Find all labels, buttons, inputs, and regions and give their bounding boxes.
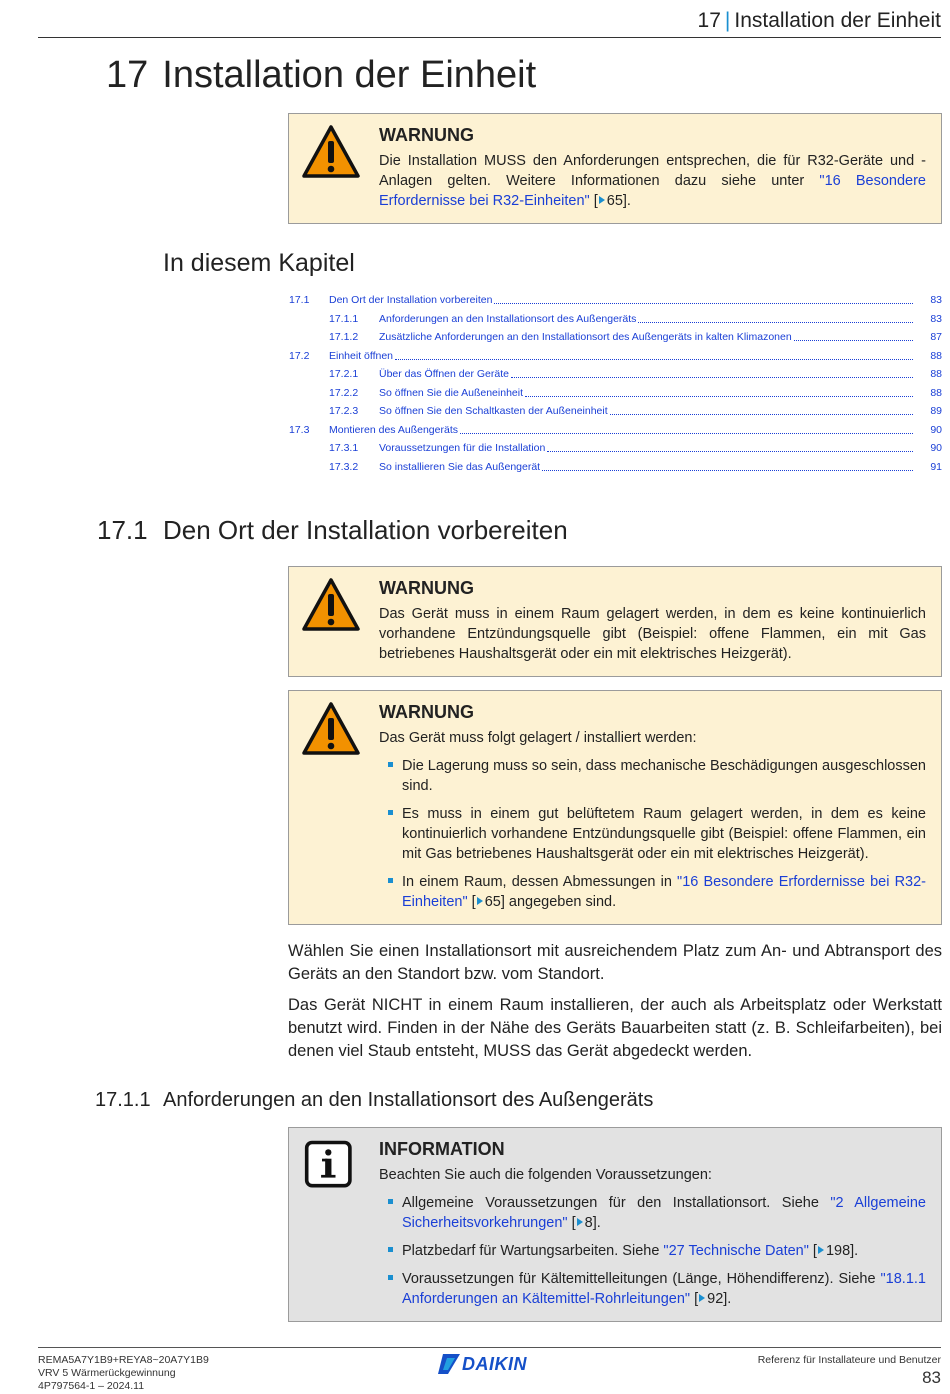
ref-open: [ — [589, 193, 598, 209]
warning-box — [288, 566, 942, 677]
page-reference[interactable]: 8 — [584, 1215, 593, 1231]
warning-triangle-icon — [301, 701, 361, 757]
toc-page: 91 — [930, 460, 942, 473]
toc-title-line — [379, 459, 915, 475]
toc-number: 17.2.2 — [329, 386, 359, 399]
toc-leader-dots — [511, 366, 913, 378]
list-item — [379, 1269, 926, 1309]
footer-reference — [758, 1354, 941, 1388]
warning-intro: Das Gerät muss folgt gelagert / installiert werden: — [379, 730, 697, 746]
ref-open: [ — [467, 894, 476, 910]
toc-page: 83 — [930, 312, 942, 325]
cross-reference-link[interactable]: "2 Allgemeine Sicherheitsvorkehrungen" — [402, 1195, 926, 1231]
toc-leader-dots — [547, 440, 913, 452]
toc-row[interactable] — [289, 311, 942, 330]
warning-title: WARNUNG — [379, 125, 474, 145]
toc-page: 88 — [930, 368, 942, 380]
toc-title-line — [329, 292, 915, 308]
warning-text: Das Gerät muss in einem Raum gelagert werden, in dem es keine kontinuierlich vorhandene Entzündungsquelle gibt (Beispiel: offene Flammen, ein mit Gas betriebenes Haushaltsgerät oder ein mit elektrisches Heizgerät). — [379, 606, 926, 662]
toc-title-line — [379, 385, 915, 401]
footer-rule — [38, 1347, 941, 1348]
toc-leader-dots — [525, 385, 913, 397]
toc-leader-dots — [460, 422, 913, 434]
warning-title: WARNUNG — [379, 702, 474, 722]
toc-title-line — [379, 366, 915, 382]
list-item: Die Lagerung muss so sein, dass mechanische Beschädigungen ausgeschlossen sind. — [379, 756, 926, 796]
footer-product: VRV 5 Wärmerückgewinnung — [38, 1367, 176, 1379]
list-item — [379, 1193, 926, 1233]
toc-page: 90 — [930, 423, 942, 436]
toc-number: 17.1 — [289, 294, 310, 306]
toc-title: So öffnen Sie die Außeneinheit — [379, 386, 524, 399]
list-item-text: In einem Raum, dessen Abmessungen in — [402, 874, 678, 890]
chapter-number: 17 — [106, 54, 149, 96]
footer-document-info — [38, 1354, 209, 1393]
page-ref-arrow-icon — [477, 897, 483, 905]
table-of-contents — [289, 292, 942, 477]
ref-close: ]. — [850, 1243, 859, 1259]
section-heading-17-1 — [97, 515, 568, 546]
ref-open: [ — [690, 1291, 699, 1307]
page-reference[interactable]: 198 — [825, 1243, 851, 1259]
toc-page: 83 — [930, 294, 942, 306]
warning-title: WARNUNG — [379, 578, 474, 598]
list-item: Es muss in einem gut belüftetem Raum gelagert werden, in dem es keine kontinuierlich vorhandene Entzündungsquelle gibt (Beispiel: offene Flammen, ein mit Gas betriebenes Haushaltsgerät oder ein mit elektrisches Heizgerät). — [379, 804, 926, 864]
list-item-text: Voraussetzungen für Kältemittelleitungen (Länge, Höhendifferenz). Siehe — [402, 1271, 881, 1287]
toc-leader-dots — [542, 459, 913, 471]
toc-page: 88 — [930, 386, 942, 399]
warning-text — [379, 151, 926, 211]
list-item-text: Platzbedarf für Wartungsarbeiten. Siehe — [402, 1243, 664, 1259]
ref-close: ] angegeben sind. — [500, 894, 617, 910]
information-box — [288, 1127, 942, 1322]
section-title: Den Ort der Installation vorbereiten — [163, 515, 568, 545]
page-reference[interactable]: 65 — [606, 193, 623, 209]
header-chapter-num: 17 — [697, 9, 721, 32]
toc-title-line — [379, 329, 915, 345]
cross-reference-link[interactable]: "16 Besondere Erfordernisse bei R32-Einheiten" — [379, 173, 926, 209]
cross-reference-link[interactable]: "16 Besondere Erfordernisse bei R32-Einheiten" — [402, 874, 926, 910]
toc-title: So installieren Sie das Außengerät — [379, 460, 541, 473]
toc-title-line — [379, 403, 915, 419]
ref-open: [ — [567, 1215, 576, 1231]
page-reference[interactable]: 65 — [484, 894, 501, 910]
warning-text-body: Die Installation MUSS den Anforderungen entsprechen, die für R32-Geräte und -Anlagen gelten. Weitere Informationen dazu siehe unter — [379, 153, 926, 189]
section-number: 17.1 — [97, 515, 148, 545]
toc-title: Zusätzliche Anforderungen an den Installationsort des Außengeräts in kalten Klimazonen — [379, 331, 792, 343]
toc-leader-dots — [494, 292, 913, 304]
toc-title: Anforderungen an den Installationsort des Außengeräts — [379, 312, 637, 325]
page-ref-arrow-icon — [599, 196, 605, 204]
ref-open: [ — [808, 1243, 817, 1259]
toc-title-line — [379, 311, 915, 327]
toc-title-line — [329, 422, 915, 438]
daikin-logo-mark-icon — [438, 1354, 460, 1374]
toc-row[interactable] — [289, 292, 942, 311]
page-ref-arrow-icon — [699, 1294, 705, 1302]
chapter-title — [106, 54, 536, 97]
toc-number: 17.1.2 — [329, 331, 359, 343]
toc-row[interactable] — [289, 440, 942, 459]
list-item — [379, 872, 926, 912]
ref-close: ]. — [622, 193, 631, 209]
section-title: Anforderungen an den Installationsort des Außengeräts — [163, 1089, 654, 1111]
info-title: INFORMATION — [379, 1139, 505, 1159]
footer-doc-title: Referenz für Installateure und Benutzer — [757, 1354, 941, 1366]
ref-close: ]. — [723, 1291, 732, 1307]
ref-close: ]. — [592, 1215, 601, 1231]
body-paragraph: Das Gerät NICHT in einem Raum installieren, der auch als Arbeitsplatz oder Werkstatt benutzt wird. Finden in der Nähe des Geräts Bauarbeiten statt (z. B. Schleifarbeiten), bei denen viel Staub entsteht, MUSS das Gerät abgedeckt werden. — [288, 996, 942, 1060]
header-chapter-title: Installation der Einheit — [734, 9, 941, 32]
toc-number: 17.2.3 — [329, 405, 359, 417]
page-number: 83 — [922, 1368, 941, 1387]
toc-leader-dots — [794, 329, 913, 341]
toc-number: 17.1.1 — [329, 312, 359, 325]
cross-reference-link[interactable]: "27 Technische Daten" — [663, 1243, 809, 1259]
list-item — [379, 1241, 926, 1261]
section-heading-17-1-1 — [95, 1089, 653, 1112]
information-icon — [304, 1138, 358, 1192]
toc-number: 17.2 — [289, 349, 310, 362]
section-number: 17.1.1 — [95, 1089, 151, 1111]
warning-bullet-list — [379, 756, 926, 912]
running-header — [38, 6, 941, 38]
toc-number: 17.2.1 — [329, 368, 359, 380]
toc-number: 17.3 — [289, 423, 310, 436]
brand-wordmark: DAIKIN — [462, 1353, 527, 1374]
toc-title: Den Ort der Installation vorbereiten — [329, 294, 493, 306]
toc-heading: In diesem Kapitel — [163, 249, 355, 277]
cross-reference-link[interactable]: "18.1.1 Anforderungen an Kältemittel-Rohrleitungen" — [402, 1271, 926, 1307]
footer-docnum: 4P797564-1 – 2024.11 — [38, 1380, 145, 1392]
toc-page: 87 — [930, 331, 942, 343]
toc-title: Einheit öffnen — [329, 349, 394, 362]
warning-box — [288, 113, 942, 224]
toc-row[interactable] — [289, 422, 942, 441]
toc-row[interactable] — [289, 366, 942, 385]
toc-title: So öffnen Sie den Schaltkasten der Außeneinheit — [379, 405, 608, 417]
toc-row[interactable] — [289, 403, 942, 422]
page-ref-arrow-icon — [818, 1246, 824, 1254]
list-item-text: Allgemeine Voraussetzungen für den Installationsort. Siehe — [402, 1195, 831, 1211]
warning-triangle-icon — [301, 124, 361, 180]
body-paragraph: Wählen Sie einen Installationsort mit ausreichendem Platz zum An- und Abtransport des Geräts an den Standort bzw. vom Standort. — [288, 942, 942, 983]
toc-title-line — [379, 440, 915, 456]
toc-leader-dots — [638, 311, 913, 323]
warning-triangle-icon — [301, 577, 361, 633]
info-bullet-list — [379, 1193, 926, 1309]
toc-page: 89 — [930, 405, 942, 417]
toc-page: 90 — [930, 442, 942, 454]
chapter-title-text: Installation der Einheit — [162, 54, 537, 96]
toc-title: Montieren des Außengeräts — [329, 423, 458, 436]
toc-title-line — [329, 348, 915, 364]
info-intro: Beachten Sie auch die folgenden Voraussetzungen: — [379, 1167, 712, 1183]
toc-number: 17.3.1 — [329, 442, 359, 454]
toc-number: 17.3.2 — [329, 460, 359, 473]
page-reference[interactable]: 92 — [707, 1291, 724, 1307]
page-ref-arrow-icon — [577, 1218, 583, 1226]
warning-box — [288, 690, 942, 925]
toc-page: 88 — [930, 349, 942, 362]
footer-model: REMA5A7Y1B9+REYA8~20A7Y1B9 — [38, 1354, 209, 1366]
toc-row[interactable] — [289, 329, 942, 348]
toc-row[interactable] — [289, 348, 942, 367]
toc-leader-dots — [610, 403, 913, 415]
toc-row[interactable] — [289, 385, 942, 404]
toc-leader-dots — [395, 348, 913, 360]
toc-row[interactable] — [289, 459, 942, 478]
header-separator: | — [724, 9, 731, 32]
daikin-logo — [438, 1354, 527, 1374]
toc-title: Über das Öffnen der Geräte — [379, 368, 509, 380]
toc-title: Voraussetzungen für die Installation — [379, 442, 546, 454]
